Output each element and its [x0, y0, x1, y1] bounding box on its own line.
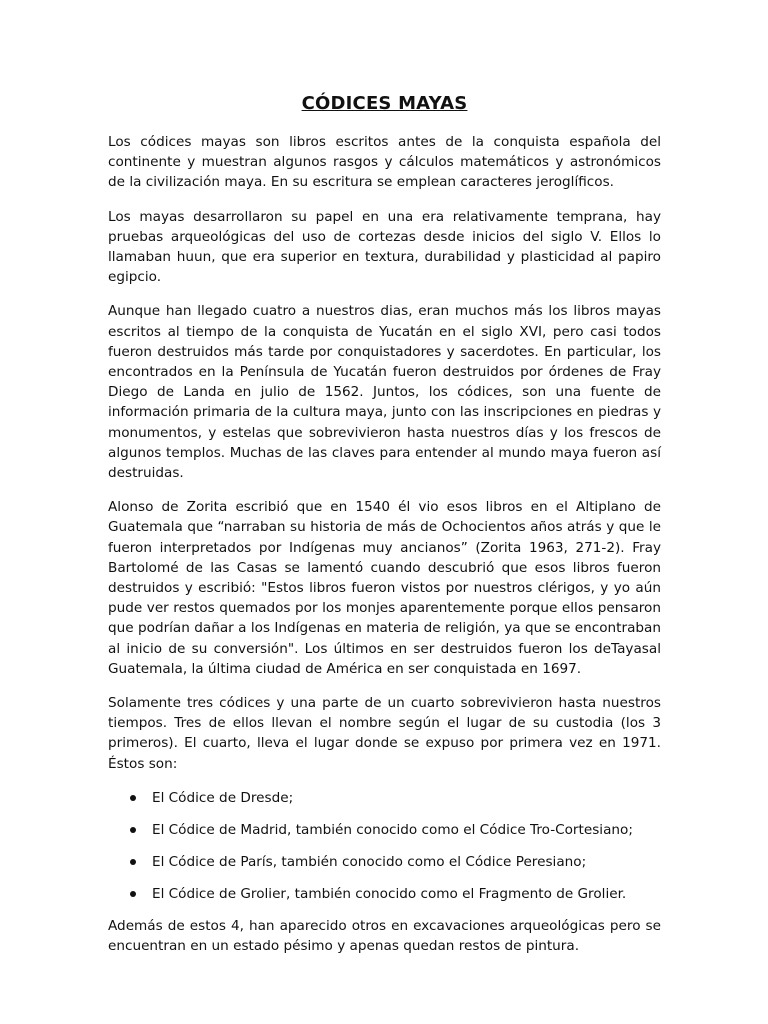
paragraph-papel: Los mayas desarrollaron su papel en una era relativamente temprana, hay pruebas arqueológicas del uso de cortezas desde inicios del siglo V. Ellos lo llamaban huun, que era superior en textura, durabilidad y plasticidad al papiro egipcio.: [108, 208, 661, 286]
bullet-icon: [130, 827, 136, 833]
codices-list: [108, 788, 661, 904]
document-body: [108, 92, 661, 970]
paragraph-zorita: Alonso de Zorita escribió que en 1540 él vio esos libros en el Altiplano de Guatemala que “narraban su historia de más de Ochocientos años atrás y que le fueron interpretados por Indígenas muy ancianos” (Zorita 1963, 271-2). Fray Bartolomé de las Casas se lamentó cuando descubrió que esos libros fueron destruidos y escribió: "Estos libros fueron vistos por nuestros clérigos, y yo aún pude ver restos quemados por los monjes aparentemente porque ellos pensaron que podrían dañar a los Indígenas en materia de religión, ya que se encontraban al inicio de su conversión". Los últimos en ser destruidos fueron los deTayasal Guatemala, la última ciudad de América en ser conquistada en 1697.: [108, 499, 661, 677]
list-item: [108, 852, 661, 872]
paragraph-closing: Además de estos 4, han aparecido otros en excavaciones arqueológicas pero se encuentran en un estado pésimo y apenas quedan restos de pintura.: [108, 917, 661, 955]
list-item-text: El Códice de Madrid, también conocido como el Códice Tro-Cortesiano;: [152, 821, 633, 838]
list-item: [108, 820, 661, 840]
list-item-text: El Códice de París, también conocido como el Códice Peresiano;: [152, 853, 587, 870]
paragraph-sobrevivientes: Solamente tres códices y una parte de un cuarto sobrevivieron hasta nuestros tiempos. Tres de ellos llevan el nombre según el lugar de su custodia (los 3 primeros). El cuarto, lleva el lugar donde se expuso por primera vez en 1971. Éstos son:: [108, 695, 661, 772]
list-item-text: El Códice de Grolier, también conocido como el Fragmento de Grolier.: [152, 885, 627, 902]
list-item: [108, 884, 661, 904]
document-title: CÓDICES MAYAS: [301, 93, 468, 114]
bullet-icon: [130, 795, 136, 801]
paragraph-intro: Los códices mayas son libros escritos antes de la conquista española del continente y muestran algunos rasgos y cálculos matemáticos y astronómicos de la civilización maya. En su escritura se emplean caracteres jeroglíficos.: [108, 134, 661, 191]
list-item-text: El Códice de Dresde;: [152, 789, 294, 806]
paragraph-destruccion: Aunque han llegado cuatro a nuestros dias, eran muchos más los libros mayas escritos al tiempo de la conquista de Yucatán en el siglo XVI, pero casi todos fueron destruidos más tarde por conquistadores y sacerdotes. En particular, los encontrados en la Península de Yucatán fueron destruidos por órdenes de Fray Diego de Landa en julio de 1562. Juntos, los códices, son una fuente de información primaria de la cultura maya, junto con las inscripciones en piedras y monumentos, y estelas que sobrevivieron hasta nuestros días y los frescos de algunos templos. Muchas de las claves para entender al mundo maya fueron así destruidas.: [108, 303, 661, 482]
list-item: [108, 788, 661, 808]
bullet-icon: [130, 891, 136, 897]
bullet-icon: [130, 859, 136, 865]
